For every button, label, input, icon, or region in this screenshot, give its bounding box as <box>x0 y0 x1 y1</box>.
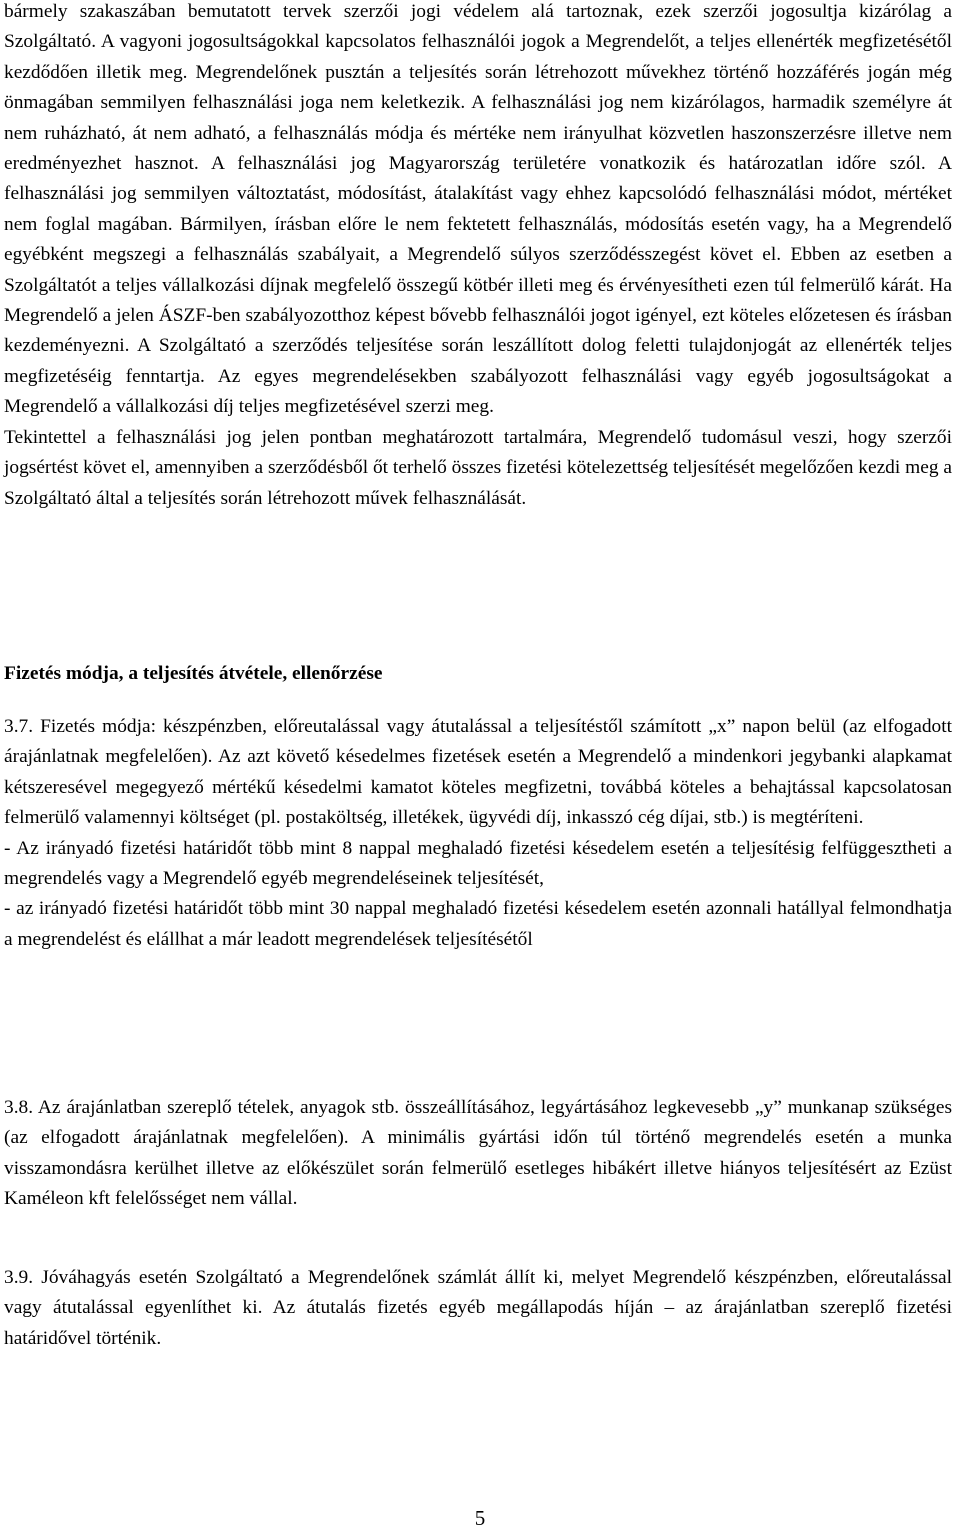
termination-bullet: - az irányadó fizetési határidőt több mint 30 nappal meghaladó fizetési késedelem esetén azonnali hatállyal felmondhatja a megrendelést és elállhat a már leadott megrendelések teljesítésétől <box>4 898 952 950</box>
infringement-paragraph: Tekintettel a felhasználási jog jelen pontban meghatározott tartalmára, Megrendelő tudomásul veszi, hogy szerzői jogsértést követ el, amennyiben a szerződésből őt terhelő összes fizetési kötelezettség teljesítését megelőzően kezdi meg a Szolgáltató által a teljesítés során létrehozott művek felhasználását. <box>4 426 952 509</box>
production-time-paragraph: 3.8. Az árajánlatban szereplő tételek, anyagok stb. összeállításához, legyártásához legkevesebb „y” munkanap szükséges (az elfogadott árajánlatnak megfelelően). A minimális gyártási időn túl történő megrendelés esetén a munka visszamondásra kerülhet illetve az előkészület során felmerülő esetleges hibákért illetve hiányos teljesítésért az Ezüst Kaméleon kft felelősséget nem vállal. <box>4 1097 952 1210</box>
payment-method-paragraph: 3.7. Fizetés módja: készpénzben, előreutalással vagy átutalással a teljesítéstől számított „x” napon belül (az elfogadott árajánlatnak megfelelően). Az azt követő késedelmes fizetések esetén a Megrendelő a mindenkori jegybanki alapkamat kétszeresével megegyező mértékű késedelmi kamatot köteles megfizetni, továbbá köteles a behajtással kapcsolatosan felmerülő valamennyi költséget (pl. postaköltség, illetékek, ügyvédi díj, inkasszó cég díjai, stb.) is megtéríteni. <box>4 716 952 829</box>
copyright-paragraph: bármely szakaszában bemutatott tervek szerzői jogi védelem alá tartoznak, ezek szerzői jogosultja kizárólag a Szolgáltató. A vagyoni jogosultságokkal kapcsolatos felhasználói jogok a Megrendelőt, a teljes ellenérték megfizetésétől kezdődően illetik meg. Megrendelőnek pusztán a teljesítés során létrehozott művekhez történő hozzáférés jogán még önmagában semmilyen felhasználási joga nem keletkezik. A felhasználási jog nem kizárólagos, harmadik személyre át nem ruházható, át nem adható, a felhasználás módja és mértéke nem irányulhat közvetlen haszonszerzésre illetve nem eredményezhet hasznot. A felhasználási jog Magyarország területére vonatkozik és határozatlan időre szól. A felhasználási jog semmilyen változtatást, módosítást, átalakítást vagy ehhez kapcsolódó felhasználási módot, mértéket nem foglal magában. Bármilyen, írásban előre le nem fektetett felhasználás, módosítás esetén vagy, ha a Megrendelő egyébként megszegi a felhasználás szabályait, a Megrendelő súlyos szerződésszegést követ el. Ebben az esetben a Szolgáltatót a teljes vállalkozási díjnak megfelelő összegű kötbér illeti meg és érvényesítheti ezen túl felmerülő kárát. Ha Megrendelő a jelen ÁSZF-ben szabályozotthoz képest bővebb felhasználói jogot igényel, ezt köteles előzetesen és írásban kezdeményezni. A Szolgáltató a szerződés teljesítése során leszállított dolog feletti tulajdonjogát az ellenérték teljes megfizetéséig fenntartja. Az egyes megrendelésekben szabályozott felhasználási vagy egyéb jogosultságokat a Megrendelő a vállalkozási díj teljes megfizetésével szerzi meg. <box>4 1 952 418</box>
page-number: 5 <box>474 1506 486 1530</box>
suspension-bullet: - Az irányadó fizetési határidőt több mint 8 nappal meghaladó fizetési késedelem esetén a teljesítésig felfüggesztheti a megrendelés vagy a Megrendelő egyéb megrendeléseinek teljesítését, <box>4 837 952 890</box>
section-3-8 <box>4 1093 952 1215</box>
invoice-paragraph: 3.9. Jóváhagyás esetén Szolgáltató a Megrendelőnek számlát állít ki, melyet Megrendelő készpénzben, előreutalással vagy átutalással egyenlíthet ki. Az átutalás fizetés egyéb megállapodás híján – az árajánlatban szereplő fizetési határidővel történik. <box>4 1267 952 1349</box>
section-heading: Fizetés módja, a teljesítés átvétele, ellenőrzése <box>4 663 383 684</box>
section-3-7 <box>4 712 952 955</box>
section-3-9 <box>4 1263 952 1354</box>
copyright-section <box>4 0 952 514</box>
